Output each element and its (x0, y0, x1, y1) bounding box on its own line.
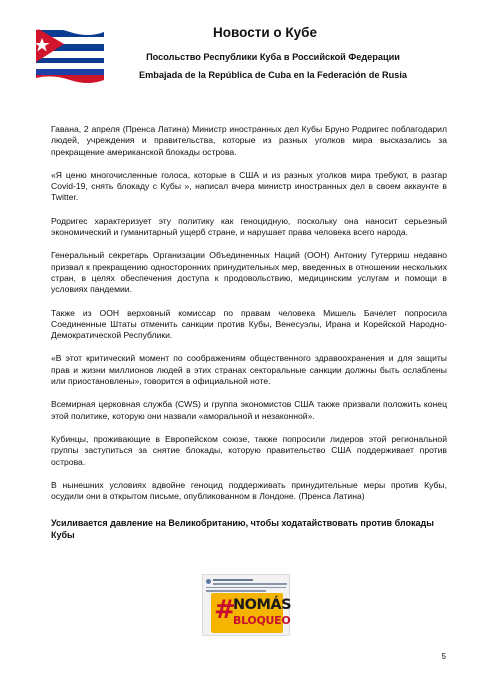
tweet-avatar (206, 579, 211, 584)
article-paragraph: Генеральный секретарь Организации Объединенных Наций (ООН) Антониу Гутерриш недавно призвал к прекращению односторонних принудительных мер, введенных в отношении нескольких стран, в целях обеспечения доступа к продовольствию, медицинским услугам и помощи в условиях пандемии. (51, 250, 447, 295)
page-number: 5 (441, 652, 446, 661)
embassy-name-russian: Посольство Республики Куба в Российской Федерации (146, 52, 400, 62)
article-body (51, 124, 447, 541)
article-paragraph: Всемирная церковная служба (CWS) и группа экономистов США также призвали положить конец этой политике, которую они назвали «аморальной и незаконной». (51, 399, 447, 421)
hashtag-word-bloqueo: BLOQUEO (233, 614, 291, 627)
article-paragraph: «Я ценю многочисленные голоса, которые в США и из разных уголков мира требуют, в разгар Covid-19, снять блокаду с Кубы », написал вчера министр иностранных дел в своем аккаунте в Twitter. (51, 169, 447, 203)
article-paragraph: Кубинцы, проживающие в Европейском союзе, также попросили лидеров этой региональной группы заступиться за снятие блокады, которую правительство США поддерживает против острова. (51, 433, 447, 467)
article-paragraph: В нынешних условиях вдвойне геноцид поддерживать принудительные меры против Кубы, осудили они в открытом письме, опубликованном в Лондоне. (Пренса Латина) (51, 479, 447, 502)
embassy-name-spanish: Embajada de la República de Cuba en la Federación de Rusia (138, 70, 408, 80)
article-paragraph: «В этот критический момент по соображениям общественного здравоохранения и для защиты прав и жизни миллионов людей в этих странах секторальные санкции должны быть ослаблены или приостановлены», говорится в официальной ноте. (51, 353, 447, 387)
next-article-heading: Усиливается давление на Великобританию, чтобы ходатайствовать против блокады Кубы (51, 518, 434, 541)
hashtag-symbol: # (214, 595, 236, 625)
article-paragraph: Родригес характеризует эту политику как геноцидную, поскольку она наносит серьезный экономический и гуманитарный ущерб стране, и нарушает права человека всего народа. (51, 215, 447, 238)
tweet-screenshot-image (202, 574, 290, 636)
article-paragraph: Также из ООН верховный комиссар по правам человека Мишель Бачелет попросила Соединенные Штаты отменить санкции против Кубы, Венесуэлы, Ирана и Корейской Народно-Демократической Республики. (51, 307, 447, 341)
article-paragraph: Гавана, 2 апреля (Пренса Латина) Министр иностранных дел Кубы Бруно Родригес поблагодарил людей, учреждения и правительства, которые из разных уголков мира высказались за прекращение американской блокады острова. (51, 124, 447, 157)
nomasbloqueo-hashtag-graphic (211, 593, 292, 633)
hashtag-word-nomas: NOMÁS (233, 597, 292, 613)
tweet-text-lines (206, 578, 288, 592)
newsletter-title: Новости о Кубе (213, 25, 317, 40)
